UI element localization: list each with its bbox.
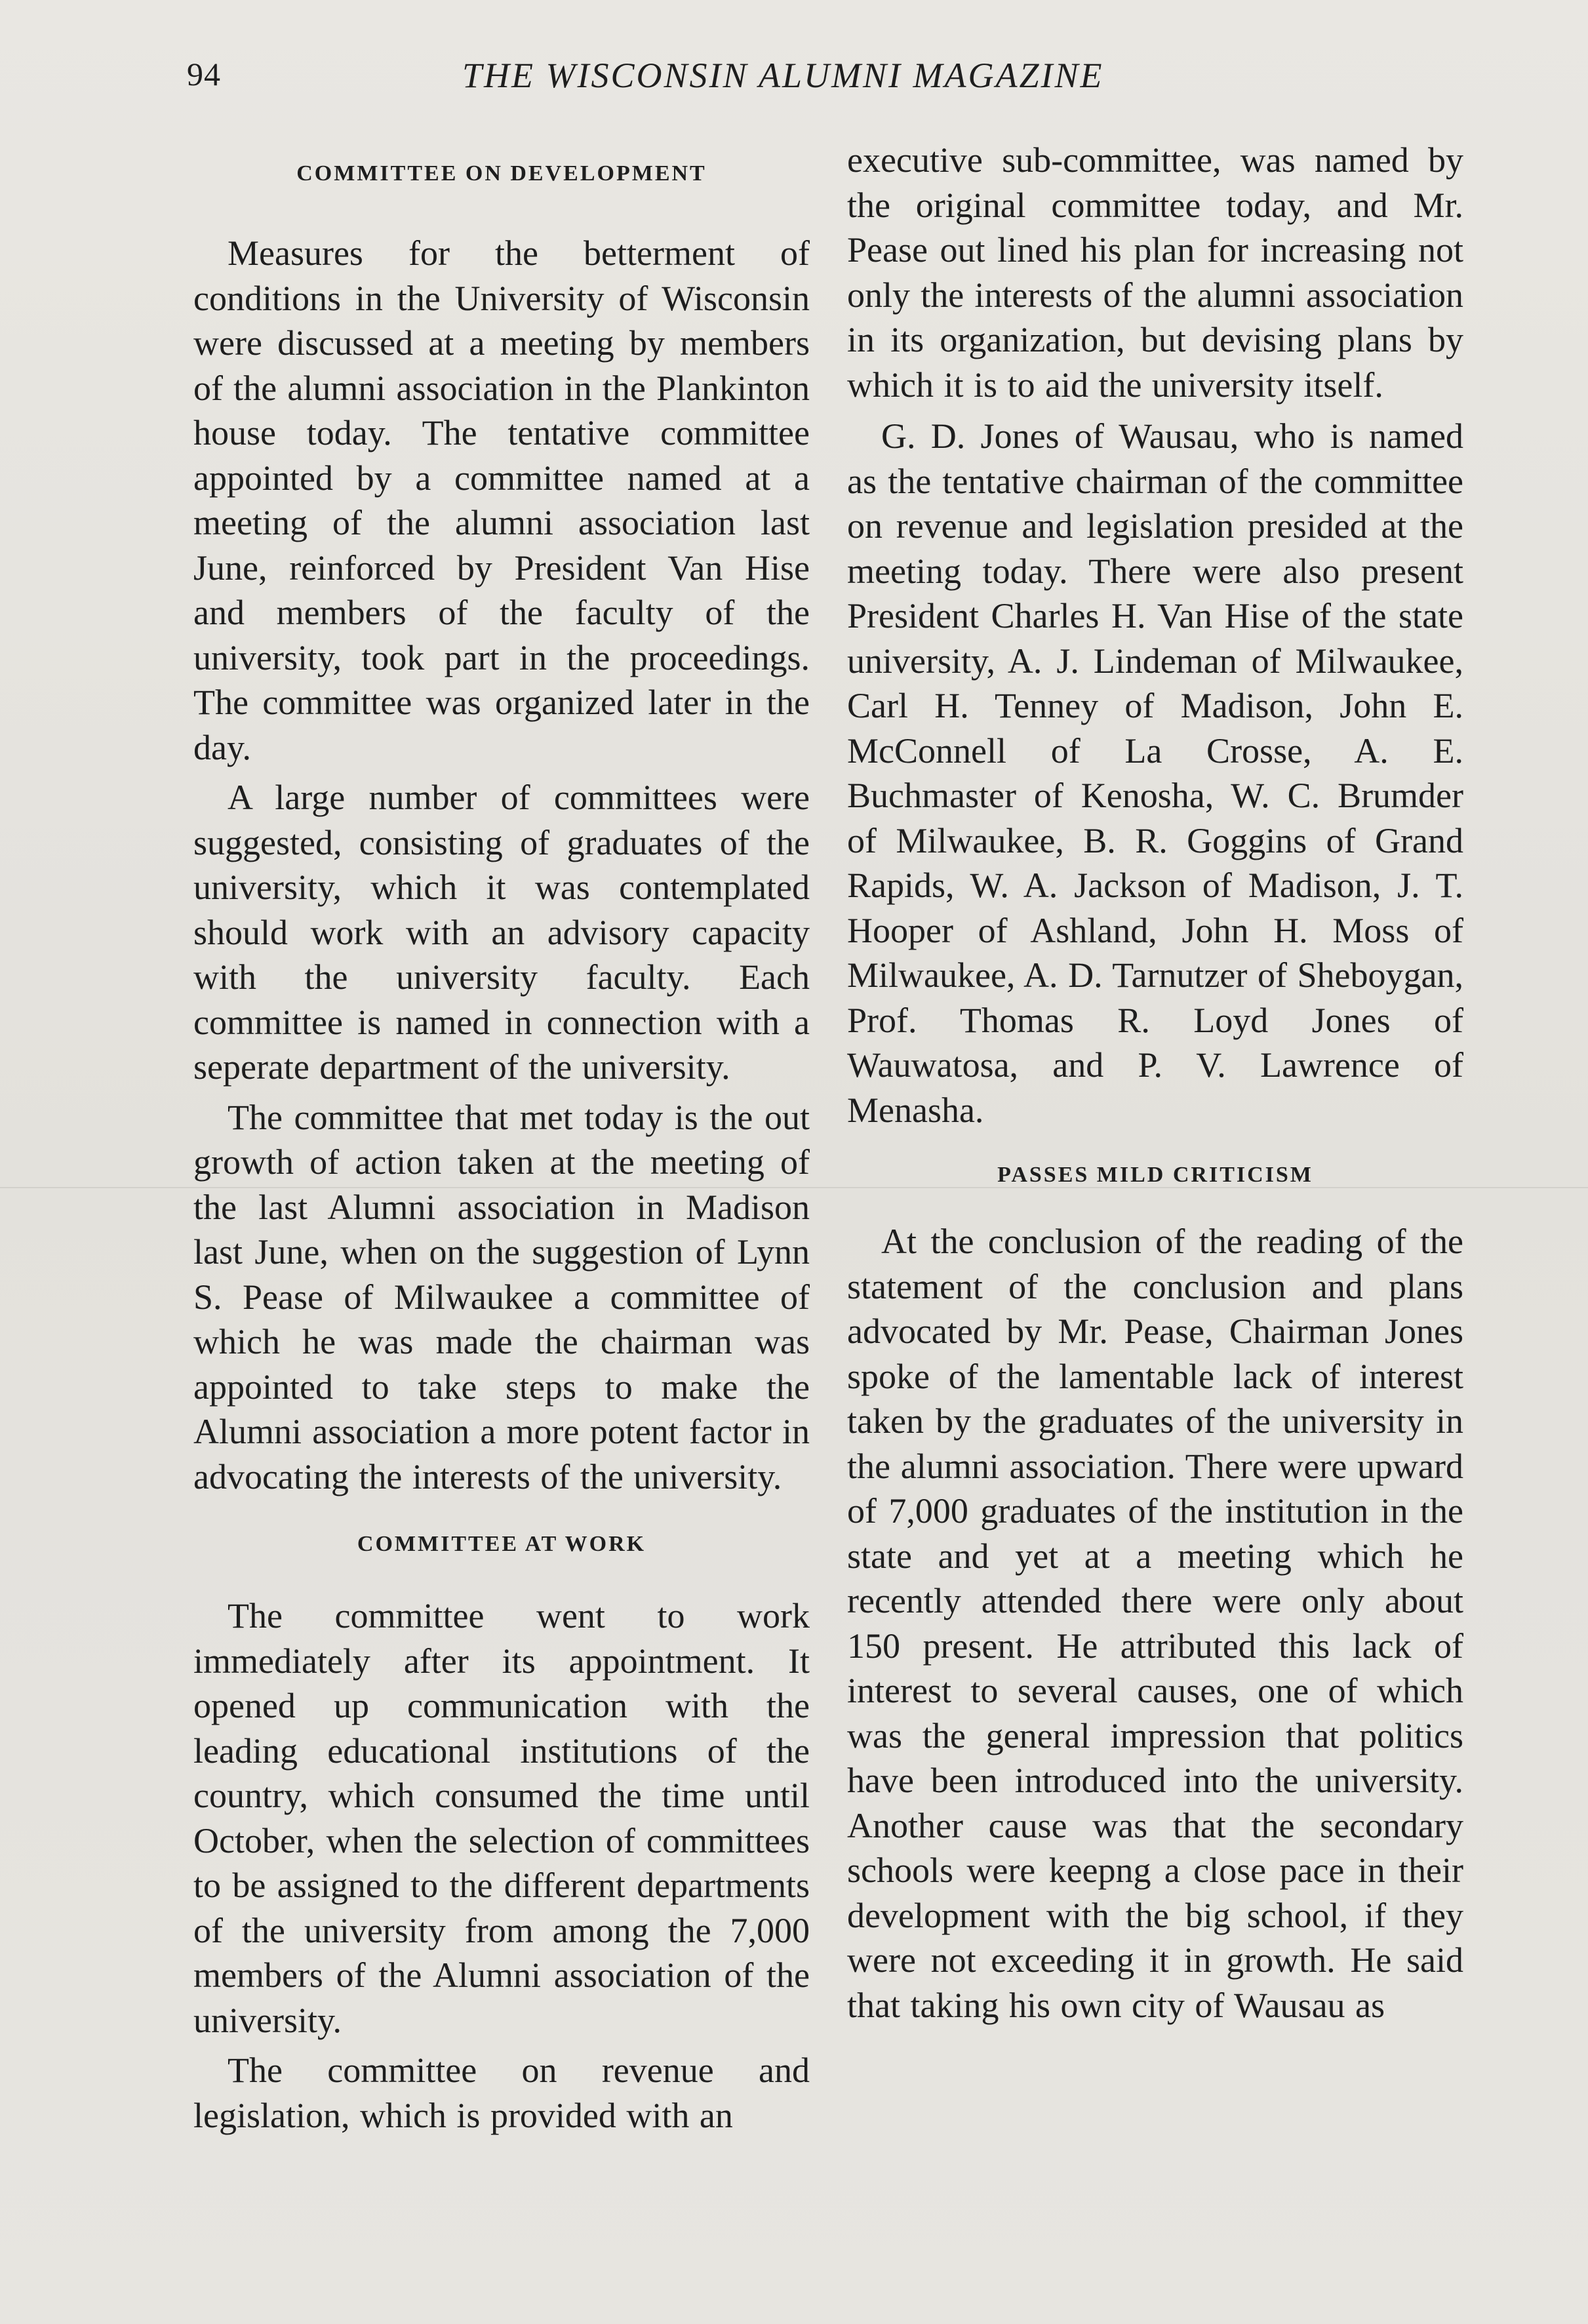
page-number: 94 bbox=[187, 56, 221, 92]
left-column bbox=[193, 138, 810, 2138]
page-header bbox=[187, 55, 1472, 114]
right-column bbox=[847, 138, 1463, 2028]
paragraph-committee-origin: The committee that met today is the out growth of action taken at the meeting of the last Alumni association in Madison last June, when on the suggestion of Lynn S. Pease of Milwaukee a committee of which he was made the chairman was appointed to take steps to make the Alumni association a more potent factor in advocating the interests of the university. bbox=[193, 1097, 810, 1496]
heading-committee-at-work: COMMITTEE AT WORK bbox=[357, 1532, 646, 1556]
magazine-title: THE WISCONSIN ALUMNI MAGAZINE bbox=[462, 56, 1104, 95]
paragraph-committee-went-to-work: The committee went to work immediately after its appointment. It opened up communication with the leading educational institutions of the country, which consumed the time until October, when the selection of committees to be assigned to the different departments of the university from among the 7,000 members of the Alumni association of the university. bbox=[193, 1596, 810, 2040]
heading-committee-on-development: COMMITTEE ON DEVELOPMENT bbox=[296, 161, 707, 186]
paragraph-measures: Measures for the betterment of conditions in the University of Wisconsin were discussed at a meeting by members of the alumni association in the Plankinton house today. The tentative committee appointed by a committee named at a meeting of the alumni association last June, reinforced by President Van Hise and members of the faculty of the university, took part in the proceedings. The committee was organized later in the day. bbox=[193, 233, 810, 767]
heading-passes-mild-criticism: PASSES MILD CRITICISM bbox=[997, 1163, 1313, 1187]
paragraph-criticism: At the conclusion of the reading of the statement of the conclusion and plans advocated by Mr. Pease, Chairman Jones spoke of the lamentable lack of interest taken by the graduates of the university in the alumni association. There were upward of 7,000 graduates of the institution in the state and yet at a meeting which he recently attended there were only about 150 present. He attributed this lack of interest to several causes, one of which was the general impression that politics have been introduced into the university. Another cause was that the secondary schools were keepng a close pace in their development with the big school, if they were not exceeding it in growth. He said that taking his own city of Wausau as bbox=[847, 1222, 1463, 2025]
paragraph-revenue-committee: The committee on revenue and legislation, which is provided with an bbox=[193, 2051, 810, 2135]
paragraph-committees-suggested: A large number of committees were suggested, consisting of graduates of the university, which it was contemplated should work with an advisory capacity with the university faculty. Each committee is named in connection with a seperate department of the university. bbox=[193, 778, 810, 1087]
paragraph-attendees: G. D. Jones of Wausau, who is named as the tentative chairman of the committee on revenue and legislation presided at the meeting today. There were also present President Charles H. Van Hise of the state university, A. J. Lindeman of Milwaukee, Carl H. Tenney of Madison, John E. McConnell of La Crosse, A. E. Buchmaster of Kenosha, W. C. Brumder of Milwaukee, B. R. Goggins of Grand Rapids, W. A. Jackson of Madison, J. T. Hooper of Ashland, John H. Moss of Milwaukee, A. D. Tarnutzer of Sheboygan, Prof. Thomas R. Loyd Jones of Wauwatosa, and P. V. Lawrence of Menasha. bbox=[847, 416, 1463, 1130]
paragraph-executive-subcommittee: executive sub-committee, was named by the original committee today, and Mr. Pease out lined his plan for increasing not only the interests of the alumni association in its organization, but devising plans by which it is to aid the university itself. bbox=[847, 140, 1463, 405]
